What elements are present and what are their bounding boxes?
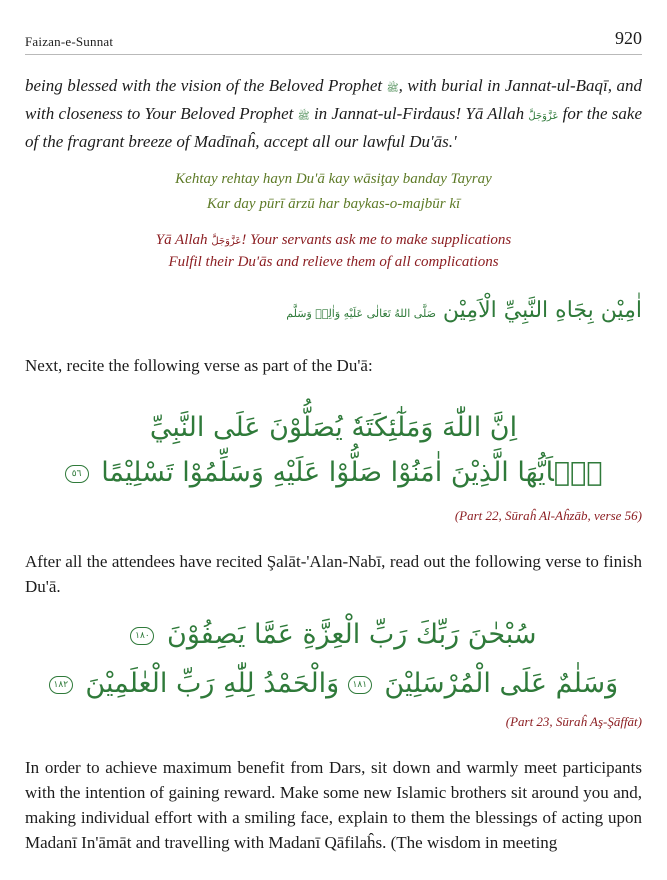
urdu-couplet (25, 167, 642, 217)
salawat-glyph: ﷺ (297, 111, 310, 122)
ayah-marker: ٥٦ (65, 465, 89, 483)
verse-1-reference: (Part 22, Sūraĥ Al-Aĥzāb, verse 56) (454, 508, 642, 523)
couplet-line-2: Fulfil their Du'ās and relieve them of all complications (168, 254, 499, 270)
verse-1-line-1: اِنَّ اللّٰهَ وَمَلٰٓئِكَتَهٗ يُصَلُّوْنَ عَلَى النَّبِيِّ (149, 412, 518, 443)
couplet-line-1: Kehtay rehtay hayn Du'ā kay wāsiţay banday Tayray (175, 171, 492, 187)
azza-glyph: عَزَّوَجَلَّ (528, 111, 559, 122)
ameen-line (25, 296, 642, 329)
ayah-marker: ١٨٠ (130, 627, 154, 645)
salawat-glyph: ﷺ (386, 83, 399, 94)
verse-2-reference: (Part 23, Sūraĥ Aş-Şāffāt) (505, 714, 642, 729)
ayah-marker: ١٨٢ (49, 676, 73, 694)
instruction-paragraph-1: Next, recite the following verse as part of the Du'ā: (25, 356, 373, 375)
verse-2-line-1: سُبْحٰنَ رَبِّكَ رَبِّ الْعِزَّةِ عَمَّا يَصِفُوْنَ ١٨٠ (25, 615, 642, 655)
dua-paragraph: being blessed with the vision of the Beloved Prophet ﷺ, with burial in Jannat-ul-Baqī, and with closeness to Your Beloved Prophet ﷺ in Jannat-ul-Firdaus! Yā Allah عَزَّوَجَلَّ for the sake of the fragrant breeze of Madīnaĥ, accept all our lawful Du'ās.' (25, 76, 642, 151)
ameen-text: اٰمِيْن بِجَاهِ النَّبِيِّ الْاَمِيْن (442, 298, 642, 323)
instruction-paragraph-2: After all the attendees have recited Şalāt-'Alan-Nabī, read out the following verse to finish Du'ā. (25, 552, 642, 596)
ameen-salawat: صَلَّى اللهُ تَعَالٰى عَلَيْهِ وَاٰلِهٖ وَسَلَّم (286, 307, 436, 320)
verse-1-line-2: يٰۤاَيُّهَا الَّذِيْنَ اٰمَنُوْا صَلُّوْا عَلَيْهِ وَسَلِّمُوْا تَسْلِيْمًا ٥٦ (25, 453, 642, 493)
couplet-line-2: Kar day pūrī ārzū har baykas-o-majbūr kī (206, 196, 461, 212)
couplet-line-1: Yā Allah عَزَّوَجَلَّ! Your servants ask me to make supplications (155, 232, 512, 248)
ayah-marker: ١٨١ (348, 676, 372, 694)
dars-paragraph: In order to achieve maximum benefit from Dars, sit down and warmly meet participants with the intention of gaining reward. Make some new Islamic brothers sit around you and, making individual effort with a smiling face, explain to them the blessings of acting upon Madanī In'āmāt and travelling with Madanī Qāfilaĥs. (The wisdom in meeting (25, 758, 642, 852)
page-header (25, 28, 642, 55)
book-title: Faizan-e-Sunnat (25, 34, 114, 49)
english-couplet (25, 230, 642, 272)
page-number: 920 (615, 28, 642, 48)
verse-2-line-2: وَسَلٰمٌ عَلَى الْمُرْسَلِيْنَ ١٨١ وَالْحَمْدُ لِلّٰهِ رَبِّ الْعٰلَمِيْنَ ١٨٢ (25, 664, 642, 704)
azza-glyph: عَزَّوَجَلَّ (211, 236, 242, 247)
